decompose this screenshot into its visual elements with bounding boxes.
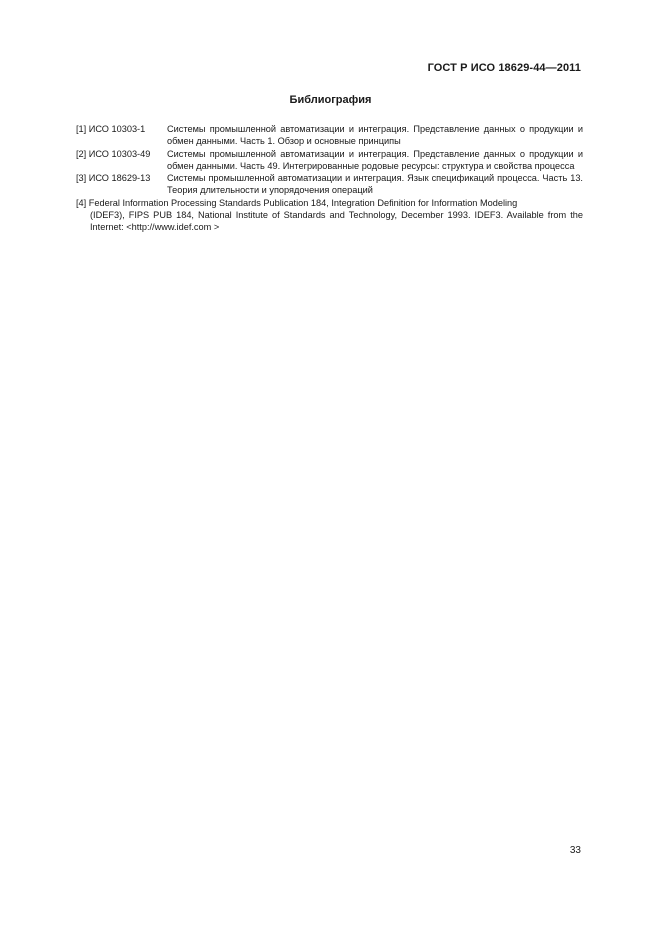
bibliography-description: Системы промышленной автоматизации и интеграция. Представление данных о продукции и обмен данными. Часть 49. Интегрированные родовые ресурсы: структура и свойства процесса: [167, 148, 583, 171]
page-number: 33: [569, 845, 581, 856]
bibliography-entry-continuation: (IDEF3), FIPS PUB 184, National Institute of Standards and Technology, December 1993. IDEF3. Available from the Internet: <http://www.idef.com >: [90, 210, 583, 233]
document-identifier: ГОСТ Р ИСО 18629-44—2011: [427, 62, 581, 74]
section-title: Библиография: [289, 94, 372, 106]
bibliography-entry: [76, 148, 583, 173]
bibliography-entry: [76, 197, 583, 234]
bibliography-list: [76, 123, 583, 234]
bibliography-description: Системы промышленной автоматизации и интеграция. Представление данных о продукции и обмен данными. Часть 1. Обзор и основные принципы: [167, 124, 583, 147]
bibliography-entry: [76, 172, 583, 197]
bibliography-ref: [2] ИСО 10303-49: [76, 148, 151, 159]
bibliography-entry-first-line: [4] Federal Information Processing Standards Publication 184, Integration Definition for Information Modeling: [76, 197, 518, 208]
bibliography-entry: [76, 123, 583, 148]
bibliography-ref: [3] ИСО 18629-13: [76, 173, 151, 184]
bibliography-ref: [1] ИСО 10303-1: [76, 124, 146, 134]
bibliography-description: Системы промышленной автоматизации и интеграция. Язык спецификаций процесса. Часть 13. Теория длительности и упорядочения операций: [167, 173, 583, 196]
